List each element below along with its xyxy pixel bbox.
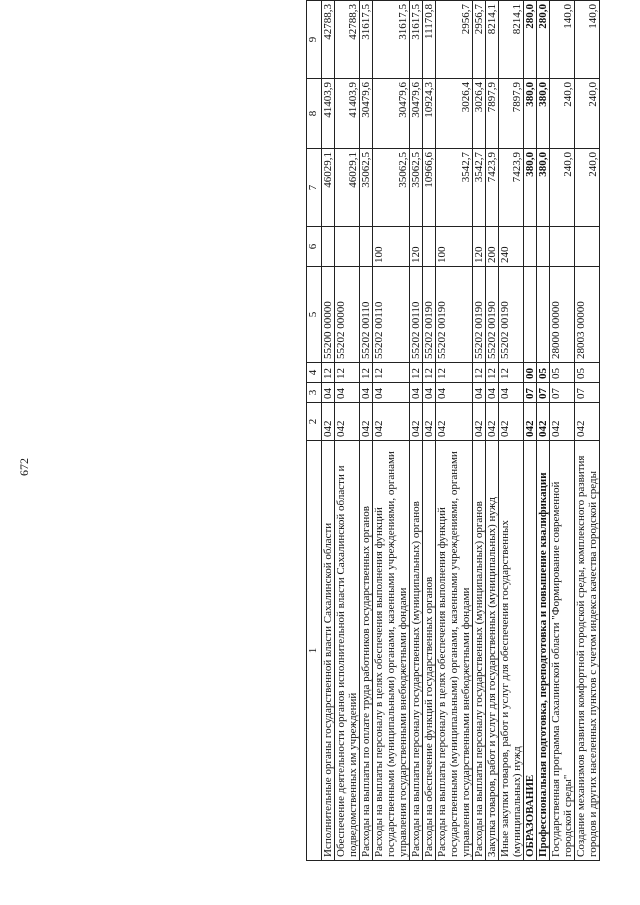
row-name: Профессиональная подготовка, переподготовка и повышение квалификации <box>537 441 550 861</box>
row-name: Исполнительные органы государственной власти Сахалинской области <box>322 441 335 861</box>
target-article: 55202 00190 <box>436 267 473 363</box>
target-article: 55202 00110 <box>410 267 423 363</box>
table-row <box>550 1 575 861</box>
amount-year-2: 240,0 <box>550 79 575 149</box>
subsection-code: 12 <box>410 363 423 383</box>
amount-year-3: 42788,3 <box>322 1 335 79</box>
expense-type <box>423 227 436 267</box>
table-row <box>410 1 423 861</box>
section-code: 04 <box>410 383 423 403</box>
column-header: 8 <box>307 79 322 149</box>
target-article: 55200 00000 <box>322 267 335 363</box>
amount-year-1: 46029,1 <box>322 149 335 227</box>
amount-year-3: 280,0 <box>524 1 537 79</box>
row-name: Расходы на выплаты персоналу в целях обеспечения выполнения функций государственными (муниципальными) органами, казенными учреждениями, органами управления государственными внебюджетными фондами <box>436 441 473 861</box>
table-body <box>322 1 600 861</box>
column-header: 2 <box>307 403 322 441</box>
target-article <box>537 267 550 363</box>
amount-year-2: 30479,6 <box>410 79 423 149</box>
section-code: 04 <box>486 383 499 403</box>
ministry-code: 042 <box>410 403 423 441</box>
ministry-code: 042 <box>486 403 499 441</box>
column-header: 5 <box>307 267 322 363</box>
target-article: 28003 00000 <box>575 267 600 363</box>
expense-type <box>524 227 537 267</box>
subsection-code: 12 <box>360 363 373 383</box>
target-article <box>524 267 537 363</box>
target-article: 55202 00110 <box>373 267 410 363</box>
section-code: 04 <box>436 383 473 403</box>
ministry-code: 042 <box>436 403 473 441</box>
subsection-code: 05 <box>537 363 550 383</box>
target-article: 55202 00190 <box>486 267 499 363</box>
amount-year-3: 140,0 <box>550 1 575 79</box>
expense-type: 200 <box>486 227 499 267</box>
amount-year-3: 140,0 <box>575 1 600 79</box>
amount-year-1: 240,0 <box>550 149 575 227</box>
row-name: Расходы на выплаты по оплате труда работников государственных органов <box>360 441 373 861</box>
row-name: Расходы на выплаты персоналу государственных (муниципальных) органов <box>473 441 486 861</box>
amount-year-2: 7897,9 <box>486 79 499 149</box>
target-article: 55202 00190 <box>499 267 524 363</box>
section-code: 07 <box>550 383 575 403</box>
target-article: 55202 00000 <box>335 267 360 363</box>
section-code: 04 <box>360 383 373 403</box>
amount-year-3: 8214,1 <box>486 1 499 79</box>
table-row <box>360 1 373 861</box>
amount-year-1: 7423,9 <box>499 149 524 227</box>
section-code: 07 <box>524 383 537 403</box>
row-name: Расходы на обеспечение функций государственных органов <box>423 441 436 861</box>
amount-year-3: 31617,5 <box>410 1 423 79</box>
expense-type: 240 <box>499 227 524 267</box>
amount-year-1: 35062,5 <box>373 149 410 227</box>
row-name: Государственная программа Сахалинской области "Формирование современной городской среды" <box>550 441 575 861</box>
target-article: 55202 00110 <box>360 267 373 363</box>
section-code: 07 <box>575 383 600 403</box>
amount-year-2: 30479,6 <box>373 79 410 149</box>
expense-type <box>575 227 600 267</box>
amount-year-1: 46029,1 <box>335 149 360 227</box>
amount-year-3: 8214,1 <box>499 1 524 79</box>
expense-type <box>360 227 373 267</box>
header-row <box>307 1 322 861</box>
amount-year-2: 3026,4 <box>436 79 473 149</box>
ministry-code: 042 <box>550 403 575 441</box>
column-header: 7 <box>307 149 322 227</box>
row-name: Расходы на выплаты персоналу государственных (муниципальных) органов <box>410 441 423 861</box>
section-code: 07 <box>537 383 550 403</box>
row-name: Иные закупки товаров, работ и услуг для обеспечения государственных (муниципальных) нужд <box>499 441 524 861</box>
expense-type <box>322 227 335 267</box>
target-article: 55202 00190 <box>473 267 486 363</box>
subsection-code: 12 <box>322 363 335 383</box>
table-row <box>436 1 473 861</box>
expense-type <box>537 227 550 267</box>
amount-year-1: 7423,9 <box>486 149 499 227</box>
expense-type: 120 <box>410 227 423 267</box>
amount-year-2: 30479,6 <box>360 79 373 149</box>
subsection-code: 12 <box>436 363 473 383</box>
amount-year-1: 380,0 <box>524 149 537 227</box>
amount-year-2: 380,0 <box>537 79 550 149</box>
expense-type: 100 <box>373 227 410 267</box>
amount-year-3: 2956,7 <box>473 1 486 79</box>
expense-type <box>335 227 360 267</box>
amount-year-2: 7897,9 <box>499 79 524 149</box>
ministry-code: 042 <box>575 403 600 441</box>
amount-year-3: 31617,5 <box>373 1 410 79</box>
amount-year-1: 380,0 <box>537 149 550 227</box>
target-article: 28000 00000 <box>550 267 575 363</box>
section-code: 04 <box>499 383 524 403</box>
subsection-code: 12 <box>499 363 524 383</box>
subsection-code: 12 <box>473 363 486 383</box>
amount-year-1: 10966,6 <box>423 149 436 227</box>
amount-year-1: 240,0 <box>575 149 600 227</box>
table-row <box>322 1 335 861</box>
ministry-code: 042 <box>322 403 335 441</box>
table-row <box>524 1 537 861</box>
amount-year-1: 35062,5 <box>360 149 373 227</box>
amount-year-1: 3542,7 <box>473 149 486 227</box>
expense-type <box>550 227 575 267</box>
subsection-code: 12 <box>423 363 436 383</box>
subsection-code: 12 <box>486 363 499 383</box>
table-row <box>499 1 524 861</box>
row-name: Расходы на выплаты персоналу в целях обеспечения выполнения функций государственными (муниципальными) органами, казенными учреждениями, органами управления государственными внебюджетными фондами <box>373 441 410 861</box>
column-header: 4 <box>307 363 322 383</box>
amount-year-2: 3026,4 <box>473 79 486 149</box>
ministry-code: 042 <box>373 403 410 441</box>
expense-type: 100 <box>436 227 473 267</box>
ministry-code: 042 <box>360 403 373 441</box>
budget-table <box>306 0 600 861</box>
ministry-code: 042 <box>537 403 550 441</box>
expense-type: 120 <box>473 227 486 267</box>
ministry-code: 042 <box>473 403 486 441</box>
table-row <box>423 1 436 861</box>
row-name: Создание механизмов развития комфортной городской среды, комплексного развития городов и других населенных пунктов с учетом индекса качества городской среды <box>575 441 600 861</box>
ministry-code: 042 <box>499 403 524 441</box>
page-number: 672 <box>17 458 31 476</box>
section-code: 04 <box>423 383 436 403</box>
amount-year-3: 280,0 <box>537 1 550 79</box>
section-code: 04 <box>373 383 410 403</box>
section-code: 04 <box>473 383 486 403</box>
amount-year-3: 42788,3 <box>335 1 360 79</box>
amount-year-2: 380,0 <box>524 79 537 149</box>
column-header: 6 <box>307 227 322 267</box>
amount-year-1: 3542,7 <box>436 149 473 227</box>
amount-year-3: 11170,8 <box>423 1 436 79</box>
column-header: 3 <box>307 383 322 403</box>
ministry-code: 042 <box>423 403 436 441</box>
row-name: ОБРАЗОВАНИЕ <box>524 441 537 861</box>
amount-year-3: 2956,7 <box>436 1 473 79</box>
subsection-code: 05 <box>575 363 600 383</box>
table-row <box>537 1 550 861</box>
table-row <box>486 1 499 861</box>
amount-year-2: 41403,9 <box>322 79 335 149</box>
table-row <box>373 1 410 861</box>
table-row <box>473 1 486 861</box>
column-header: 1 <box>307 441 322 861</box>
amount-year-2: 41403,9 <box>335 79 360 149</box>
section-code: 04 <box>322 383 335 403</box>
subsection-code: 12 <box>373 363 410 383</box>
subsection-code: 05 <box>550 363 575 383</box>
section-code: 04 <box>335 383 360 403</box>
column-header: 9 <box>307 1 322 79</box>
subsection-code: 12 <box>335 363 360 383</box>
row-name: Закупка товаров, работ и услуг для государственных (муниципальных) нужд <box>486 441 499 861</box>
ministry-code: 042 <box>335 403 360 441</box>
amount-year-3: 31617,5 <box>360 1 373 79</box>
amount-year-2: 240,0 <box>575 79 600 149</box>
table-row <box>335 1 360 861</box>
ministry-code: 042 <box>524 403 537 441</box>
row-name: Обеспечение деятельности органов исполнительной власти Сахалинской области и подведомственных им учреждений <box>335 441 360 861</box>
table-row <box>575 1 600 861</box>
subsection-code: 00 <box>524 363 537 383</box>
amount-year-1: 35062,5 <box>410 149 423 227</box>
target-article: 55202 00190 <box>423 267 436 363</box>
amount-year-2: 10924,3 <box>423 79 436 149</box>
